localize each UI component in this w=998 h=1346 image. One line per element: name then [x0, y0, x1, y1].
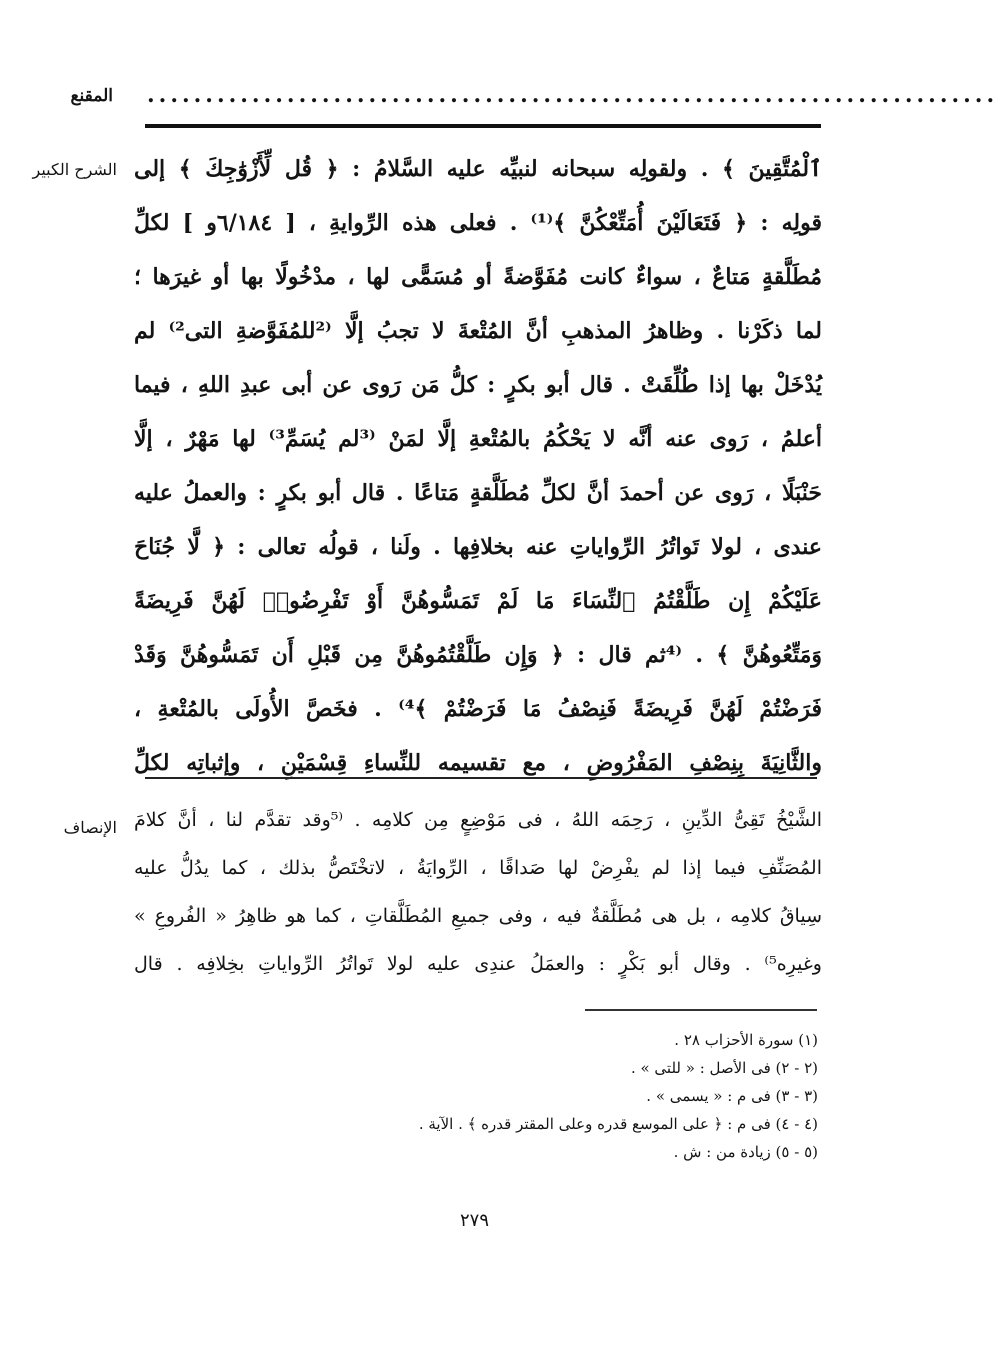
main-text-line: لما ذكَرْنا . وظاهرُ المذهبِ أنَّ المُتْعةَ لا تجبُ إلَّا ⁽²للمُفَوَّضةِ التى²⁾ لم — [134, 318, 823, 344]
header-dotted-leader: ......................................................................... — [147, 82, 998, 108]
insaf-text-line: وغيرِه⁵⁾ . وقال أبو بَكْرٍ : والعمَلُ عندِى عليه لولا تَواتُرُ الرِّواياتِ بخِلافِه . قال — [134, 953, 822, 975]
footnote-divider — [585, 1009, 817, 1011]
header-book-title: المقنع — [70, 86, 113, 106]
page-number: ٢٧٩ — [459, 1210, 489, 1231]
main-text-line: أعلمُ ، رَوى عنه أنَّه لا يَحْكُمُ بالمُتْعةِ إلَّا لمَنْ ⁽³لم يُسَمِّ³⁾ لها مَهْرٌ ، إلَّا — [134, 426, 822, 452]
footnote: (٤ - ٤) فى م : ﴿ على الموسع قدره وعلى المقتر قدره ﴾ . الآية . — [418, 1115, 818, 1133]
main-text-line: عَلَيْكُمْ إِن طَلَّقْتُمُ ٱلنِّسَاءَ مَا لَمْ تَمَسُّوهُنَّ أَوْ تَفْرِضُوا۟ لَهُنَّ فَرِيضَةً — [134, 588, 822, 614]
insaf-text-block — [134, 796, 822, 988]
main-text-line: يُدْخَلْ بها إذا طُلِّقَتْ . قال أبو بكرٍ : كلُّ مَن رَوى عن أبى عبدِ اللهِ ، فيما — [134, 372, 822, 398]
section-divider — [145, 777, 817, 779]
main-text-line: وَمَتِّعُوهُنَّ ﴾ . ⁽⁴ثم قال : ﴿ وَإِن طَلَّقْتُمُوهُنَّ مِن قَبْلِ أَن تَمَسُّوهُنَّ وَقَدْ — [134, 642, 822, 668]
footnote: (٥ - ٥) زيادة من : ش . — [673, 1143, 818, 1161]
insaf-text-line: سِياقُ كلامِه ، بل هى مُطَلَّقةٌ فيه ، وفى جميعِ المُطَلَّقاتِ ، كما هو ظاهِرُ « الفُروعِ » — [134, 905, 822, 927]
side-label-sharh: الشرح الكبير — [32, 160, 117, 179]
main-text-block — [134, 142, 822, 790]
main-text-line: والثَّانِيَةَ بِنِصْفِ المَفْرُوضِ ، مع تقسيمه للنِّساءِ قِسْمَيْنِ ، وإثباتِه لكلِّ — [134, 750, 822, 776]
insaf-text-line: المُصَنِّفِ فيما إذا لم يفْرِضْ لها صَداقًا ، الرِّوايَةُ ، لاتخْتَصُّ بذلك ، كما يدُلُّ عليه — [134, 857, 822, 879]
main-text-line: مُطَلَّقةٍ مَتاعٌ ، سواءٌ كانت مُفَوَّضةً أو مُسَمًّى لها ، مدْخُولًا بها أو غيرَها ؛ — [134, 264, 822, 290]
footnote: (٢ - ٢) فى الأصل : « للتى » . — [630, 1059, 818, 1077]
main-text-line: حَنْبَلًا ، رَوى عن أحمدَ أنَّ لكلِّ مُطَلَّقةٍ مَتاعًا . قال أبو بكرٍ : والعملُ عليه — [134, 480, 822, 506]
footnotes — [360, 1026, 818, 1166]
main-text-line: ٱلْمُتَّقِينَ ﴾ . ولقولِه سبحانه لنبيِّه عليه السَّلامُ : ﴿ قُل لِّأَزْوَٰجِكَ ﴾ إلى — [134, 156, 822, 182]
main-text-line: قولِه : ﴿ فَتَعَالَيْنَ أُمَتِّعْكُنَّ ﴾⁽¹⁾ . فعلى هذه الرِّوايةِ ، [ ٦/١٨٤و ] لكلِّ — [134, 210, 822, 236]
main-text-line: عندى ، لولا تَواتُرُ الرِّواياتِ عنه بخلافِها . ولَنا ، قولُه تعالى : ﴿ لَّا جُنَاحَ — [134, 534, 822, 560]
insaf-text-line: الشَّيْخُ تَقِىُّ الدِّينِ ، رَحِمَه اللهُ ، فى مَوْضِعٍ مِن كلامِه . ⁽⁵وقد تقدَّم لنا ، أنَّ كلامَ — [134, 809, 822, 831]
footnote: (١) سورة الأحزاب ٢٨ . — [674, 1031, 818, 1049]
footnote: (٣ - ٣) فى م : « يسمى » . — [646, 1087, 818, 1105]
header-rule — [145, 124, 821, 128]
main-text-line: فَرَضْتُمْ لَهُنَّ فَرِيضَةً فَنِصْفُ مَا فَرَضْتُمْ ﴾⁴⁾ . فخَصَّ الأُولَى بالمُتْعةِ ، — [134, 696, 822, 722]
side-label-insaf: الإنصاف — [63, 818, 117, 837]
